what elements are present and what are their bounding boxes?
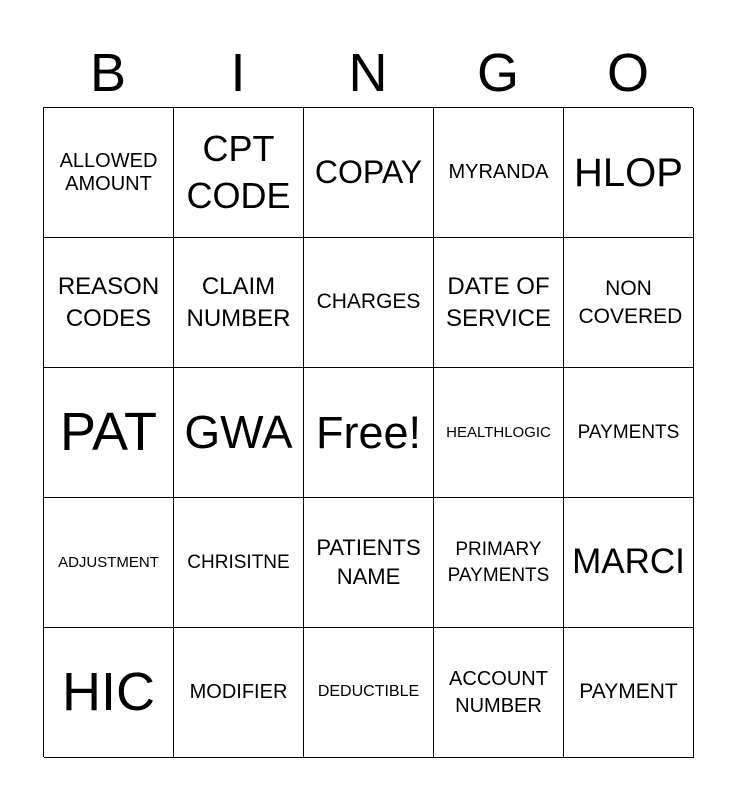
cell-label: DEDUCTIBLE <box>317 683 420 701</box>
bingo-header <box>43 40 693 106</box>
bingo-cell[interactable] <box>434 368 564 498</box>
cell-label: MYRANDA <box>448 161 549 183</box>
bingo-cell[interactable] <box>44 628 174 758</box>
bingo-cell[interactable] <box>434 108 564 238</box>
header-letter-g: G <box>476 43 519 103</box>
bingo-cell[interactable] <box>44 368 174 498</box>
bingo-cell[interactable] <box>304 628 434 758</box>
cell-label: COPAY <box>314 154 423 191</box>
bingo-cell[interactable] <box>304 368 434 498</box>
cell-label: MARCI <box>572 542 685 582</box>
cell-label: PRIMARY PAYMENTS <box>447 538 550 586</box>
bingo-cell[interactable] <box>564 498 694 628</box>
bingo-cell[interactable] <box>304 108 434 238</box>
cell-label: PAT <box>59 402 157 463</box>
bingo-cell[interactable] <box>434 498 564 628</box>
cell-label: PATIENTS NAME <box>316 534 421 589</box>
bingo-cell[interactable] <box>44 108 174 238</box>
header-letter-o: O <box>606 43 649 103</box>
bingo-cell[interactable] <box>174 628 304 758</box>
bingo-cell[interactable] <box>44 238 174 368</box>
header-letter-i: I <box>230 43 246 103</box>
header-letter-b: B <box>89 43 127 103</box>
cell-label: HEALTHLOGIC <box>446 423 551 441</box>
bingo-cell[interactable] <box>434 628 564 758</box>
bingo-cell[interactable] <box>174 498 304 628</box>
bingo-cell[interactable] <box>174 238 304 368</box>
cell-label: GWA <box>184 406 293 459</box>
cell-label: MODIFIER <box>189 681 288 703</box>
cell-label: NON COVERED <box>578 277 683 328</box>
cell-label: CHARGES <box>316 290 421 314</box>
bingo-cell[interactable] <box>304 498 434 628</box>
bingo-cell[interactable] <box>434 238 564 368</box>
cell-label: CLAIM NUMBER <box>186 273 291 332</box>
bingo-cell[interactable] <box>174 108 304 238</box>
cell-label: CPT CODE <box>186 127 291 216</box>
bingo-cell[interactable] <box>44 498 174 628</box>
cell-label: ADJUSTMENT <box>58 553 159 571</box>
bingo-cell[interactable] <box>564 628 694 758</box>
bingo-cell[interactable] <box>564 368 694 498</box>
cell-label: PAYMENT <box>579 680 678 704</box>
bingo-cell[interactable] <box>304 238 434 368</box>
cell-label: ALLOWED AMOUNT <box>59 149 158 195</box>
cell-label: HLOP <box>574 150 683 195</box>
cell-label: ACCOUNT NUMBER <box>449 667 548 717</box>
cell-label: REASON CODES <box>57 273 160 332</box>
cell-label: CHRISITNE <box>187 551 290 573</box>
bingo-cell[interactable] <box>174 368 304 498</box>
cell-label: Free! <box>315 406 422 458</box>
cell-label: HIC <box>62 662 155 723</box>
cell-label: DATE OF SERVICE <box>446 273 551 332</box>
cell-label: PAYMENTS <box>577 421 680 443</box>
bingo-cell[interactable] <box>564 238 694 368</box>
bingo-board <box>43 107 693 757</box>
header-letter-n: N <box>348 43 388 103</box>
bingo-cell[interactable] <box>564 108 694 238</box>
